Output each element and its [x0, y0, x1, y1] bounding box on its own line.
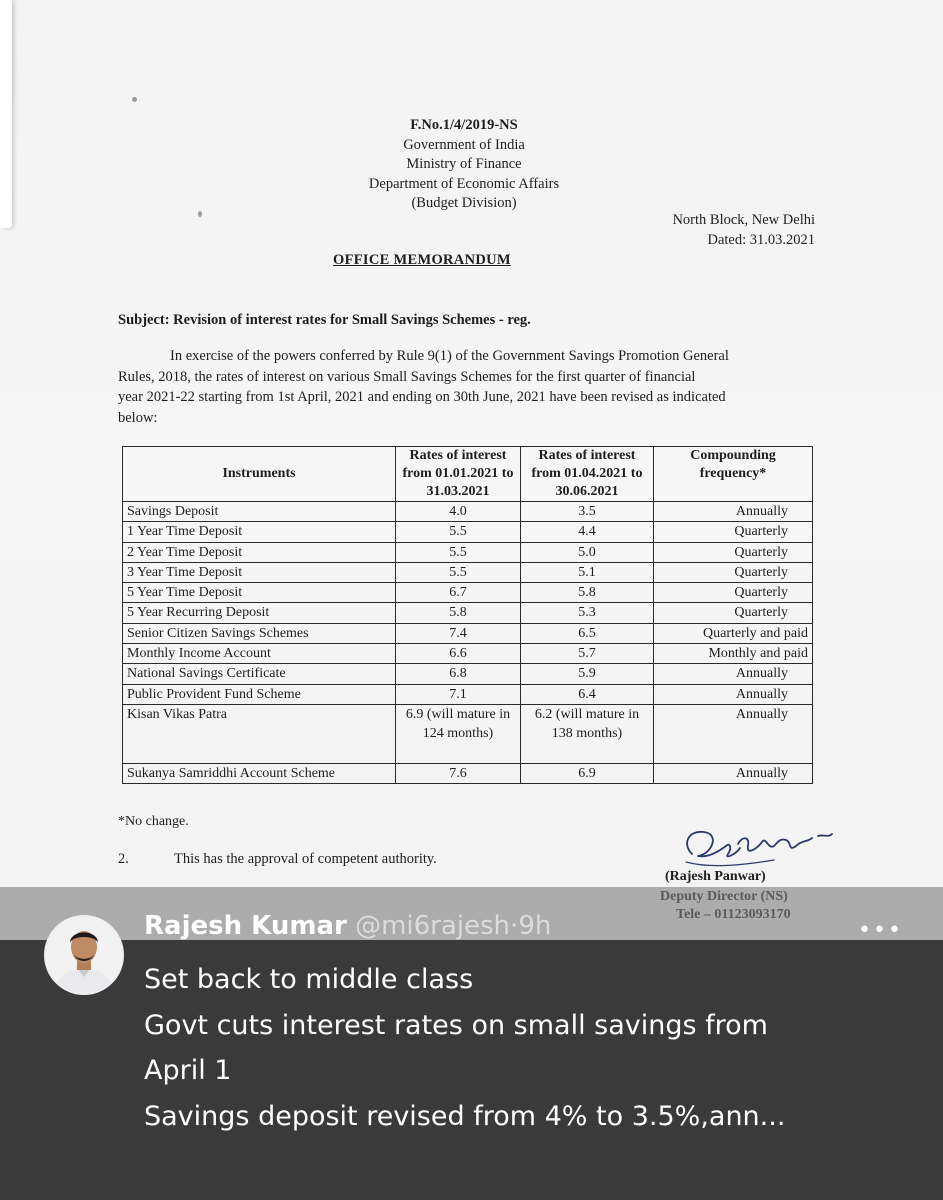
paragraph-line: year 2021-22 starting from 1st April, 2021 and ending on 30th June, 2021 have been revised as indicated: [118, 389, 726, 405]
old-rate-cell: 7.1: [396, 684, 521, 704]
tweet-text-line: Govt cuts interest rates on small savings from: [144, 1009, 768, 1041]
instrument-cell: Monthly Income Account: [123, 644, 396, 664]
approval-text: This has the approval of competent authority.: [174, 851, 437, 867]
instrument-cell: 3 Year Time Deposit: [123, 562, 396, 582]
old-rate-cell: 6.8: [396, 664, 521, 684]
new-rate-cell: 6.2 (will mature in 138 months): [521, 704, 654, 763]
frequency-cell: Monthly and paid: [654, 644, 813, 664]
table-row: [123, 644, 813, 664]
table-row: [123, 763, 813, 783]
old-rate-cell: 5.5: [396, 562, 521, 582]
frequency-cell: Quarterly: [654, 603, 813, 623]
new-rate-cell: 5.9: [521, 664, 654, 684]
old-rate-cell: 6.7: [396, 583, 521, 603]
table-row: [123, 522, 813, 542]
frequency-cell: Quarterly: [654, 583, 813, 603]
old-rate-cell: 5.5: [396, 522, 521, 542]
scan-speck: [132, 97, 137, 102]
paragraph-number: 2.: [118, 851, 129, 867]
new-rate-cell: 5.0: [521, 542, 654, 562]
new-rate-cell: 5.3: [521, 603, 654, 623]
table-row: [123, 684, 813, 704]
table-row: [123, 664, 813, 684]
table-row: [123, 502, 813, 522]
memo-title: OFFICE MEMORANDUM: [333, 252, 511, 268]
body-paragraph: [118, 346, 818, 428]
tweet-header: [144, 911, 551, 941]
frequency-cell: Annually: [654, 704, 813, 763]
old-rate-cell: 6.9 (will mature in 124 months): [396, 704, 521, 763]
more-horizontal-icon: •••: [858, 918, 903, 943]
more-options-button[interactable]: [858, 918, 903, 943]
tweet-text-line: Set back to middle class: [144, 964, 474, 995]
org-line: Department of Economic Affairs: [368, 175, 560, 192]
instrument-cell: 5 Year Recurring Deposit: [123, 603, 396, 623]
table-row: [123, 562, 813, 582]
new-rate-cell: 5.8: [521, 583, 654, 603]
column-header-frequency: Compounding frequency*: [654, 447, 813, 502]
side-panel-edge: [0, 0, 12, 228]
signatory-name: (Rajesh Panwar): [665, 869, 766, 884]
place: North Block, New Delhi: [672, 212, 815, 228]
memo-header: [300, 116, 628, 214]
instrument-cell: 5 Year Time Deposit: [123, 583, 396, 603]
instrument-cell: Public Provident Fund Scheme: [123, 684, 396, 704]
frequency-cell: Quarterly: [654, 542, 813, 562]
old-rate-cell: 5.8: [396, 603, 521, 623]
table-row: [123, 623, 813, 643]
new-rate-cell: 6.5: [521, 623, 654, 643]
date: Dated: 31.03.2021: [707, 231, 815, 248]
new-rate-cell: 4.4: [521, 522, 654, 542]
file-number: F.No.1/4/2019-NS: [410, 117, 518, 133]
old-rate-cell: 5.5: [396, 542, 521, 562]
scan-speck: [198, 211, 202, 217]
table-row: [123, 542, 813, 562]
frequency-cell: Quarterly: [654, 522, 813, 542]
new-rate-cell: 5.7: [521, 644, 654, 664]
instrument-cell: Sukanya Samriddhi Account Scheme: [123, 763, 396, 783]
frequency-cell: Annually: [654, 664, 813, 684]
org-line: (Budget Division): [411, 195, 517, 211]
tweet-text-line: April 1: [144, 1055, 232, 1086]
old-rate-cell: 6.6: [396, 644, 521, 664]
instrument-cell: Senior Citizen Savings Schemes: [123, 623, 396, 643]
frequency-cell: Annually: [654, 684, 813, 704]
org-line: Ministry of Finance: [406, 156, 522, 172]
avatar[interactable]: [44, 915, 124, 995]
new-rate-cell: 5.1: [521, 562, 654, 582]
column-header-new-rate: Rates of interest from 01.04.2021 to 30.06.2021: [521, 447, 654, 502]
org-line: Government of India: [403, 136, 525, 153]
instrument-cell: Savings Deposit: [123, 502, 396, 522]
column-header-old-rate: Rates of interest from 01.01.2021 to 31.03.2021: [396, 447, 521, 502]
frequency-cell: Quarterly and paid: [654, 623, 813, 643]
paragraph-line: In exercise of the powers conferred by Rule 9(1) of the Government Savings Promotion General: [170, 348, 729, 364]
avatar-photo: [46, 917, 122, 993]
frequency-cell: Annually: [654, 763, 813, 783]
interest-rates-table: [122, 446, 813, 784]
author-name[interactable]: Rajesh Kumar: [144, 911, 347, 941]
new-rate-cell: 3.5: [521, 502, 654, 522]
table-footnote: *No change.: [118, 814, 189, 829]
frequency-cell: Quarterly: [654, 562, 813, 582]
paragraph-line: Rules, 2018, the rates of interest on various Small Savings Schemes for the first quarter of financial: [118, 368, 696, 385]
new-rate-cell: 6.4: [521, 684, 654, 704]
old-rate-cell: 4.0: [396, 502, 521, 522]
old-rate-cell: 7.4: [396, 623, 521, 643]
author-handle[interactable]: @mi6rajesh: [355, 911, 511, 941]
column-header-instruments: Instruments: [123, 447, 396, 502]
table-row: [123, 583, 813, 603]
subject-line: Subject: Revision of interest rates for Small Savings Schemes - reg.: [118, 312, 531, 328]
instrument-cell: Kisan Vikas Patra: [123, 704, 396, 763]
instrument-cell: National Savings Certificate: [123, 664, 396, 684]
table-header-row: [123, 447, 813, 502]
old-rate-cell: 7.6: [396, 763, 521, 783]
tweet-time[interactable]: 9h: [518, 911, 552, 941]
tweet-text: [144, 957, 914, 1139]
frequency-cell: Annually: [654, 502, 813, 522]
instrument-cell: 2 Year Time Deposit: [123, 542, 396, 562]
instrument-cell: 1 Year Time Deposit: [123, 522, 396, 542]
place-date: [672, 211, 815, 250]
tweet-card[interactable]: [0, 887, 943, 1200]
tweet-text-line: Savings deposit revised from 4% to 3.5%,ann...: [144, 1100, 786, 1132]
table-row: [123, 704, 813, 763]
separator-dot: ·: [510, 911, 519, 941]
new-rate-cell: 6.9: [521, 763, 654, 783]
table-row: [123, 603, 813, 623]
paragraph-line: below:: [118, 409, 158, 426]
